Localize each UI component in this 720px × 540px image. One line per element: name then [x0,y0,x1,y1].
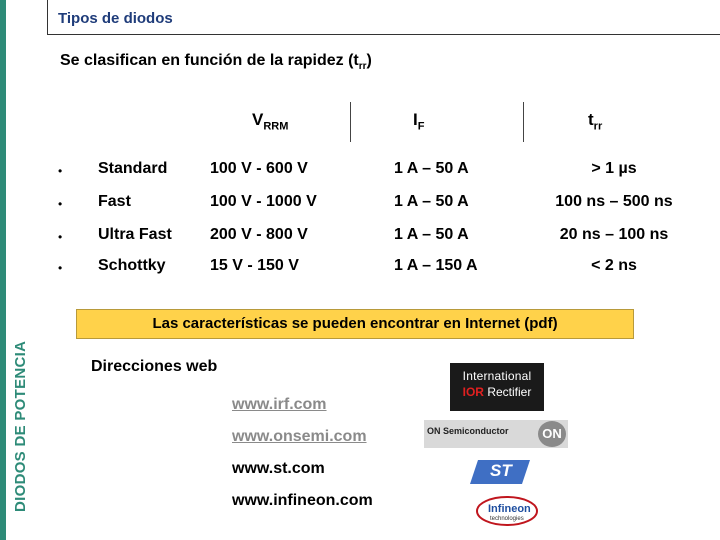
link-irf[interactable]: www.irf.com [232,396,327,413]
vrrm-value: 100 V - 600 V [210,160,308,177]
bullet: • [58,164,63,178]
infineon-logo [474,494,540,528]
header-vrrm-sub: RRM [263,120,289,133]
header-vrrm-main: V [252,110,264,129]
header-if-main: I [413,110,418,129]
web-heading: Direcciones web [91,358,218,375]
subtitle-sub: rr [358,61,367,73]
slide-title: Tipos de diodos [58,10,173,27]
trr-value: < 2 ns [591,257,637,274]
infineon-logo-tagline: technologies [490,516,524,522]
title-divider-vertical [47,0,48,34]
trr-value: 100 ns – 500 ns [555,193,673,210]
header-divider-2 [523,102,524,142]
vertical-section-title: DIODOS DE POTENCIA [12,340,29,512]
link-onsemi[interactable]: www.onsemi.com [232,428,367,445]
trr-value: 20 ns – 100 ns [559,226,669,243]
vrrm-value: 100 V - 1000 V [210,193,317,210]
if-value: 1 A – 50 A [394,193,469,210]
bullet: • [58,230,63,244]
bullet: • [58,261,63,275]
vrrm-value: 200 V - 800 V [210,226,308,243]
link-st[interactable]: www.st.com [232,460,325,477]
vrrm-value: 15 V - 150 V [210,257,299,274]
if-value: 1 A – 50 A [394,226,469,243]
header-if [413,110,424,132]
subtitle [60,52,372,72]
side-accent-bar [0,0,6,540]
header-trr-main: t [588,110,594,129]
header-trr-sub: rr [593,120,603,133]
infineon-logo-text: Infineon [488,503,531,515]
onsemi-logo [424,420,568,448]
header-trr [588,110,602,132]
link-infineon[interactable]: www.infineon.com [232,492,373,509]
irf-logo-line2: Rectifier [487,385,532,399]
table-row [58,160,698,186]
onsemi-logo-mark: ON [538,421,566,447]
st-logo-mark: ST [490,461,512,480]
onsemi-logo-text: ON Semiconductor [427,426,509,436]
if-value: 1 A – 50 A [394,160,469,177]
diode-type: Schottky [98,257,166,274]
st-logo [470,458,532,486]
diode-type: Fast [98,193,131,210]
diode-type: Standard [98,160,168,177]
irf-logo [450,363,544,411]
trr-value: > 1 µs [591,160,637,177]
header-divider-1 [350,102,351,142]
header-vrrm [252,110,288,132]
diode-type: Ultra Fast [98,226,172,243]
subtitle-text: Se clasifican en función de la rapidez (t [60,52,359,69]
subtitle-close: ) [366,52,372,69]
if-value: 1 A – 150 A [394,257,478,274]
table-row [58,226,698,252]
irf-logo-line1: International [462,369,532,383]
irf-logo-mark: IOR [462,385,484,399]
internet-note-box: Las características se pueden encontrar en Internet (pdf) [76,309,634,339]
bullet: • [58,197,63,211]
table-row [58,257,698,283]
title-divider [47,34,720,35]
header-if-sub: F [417,120,425,133]
table-row [58,193,698,219]
